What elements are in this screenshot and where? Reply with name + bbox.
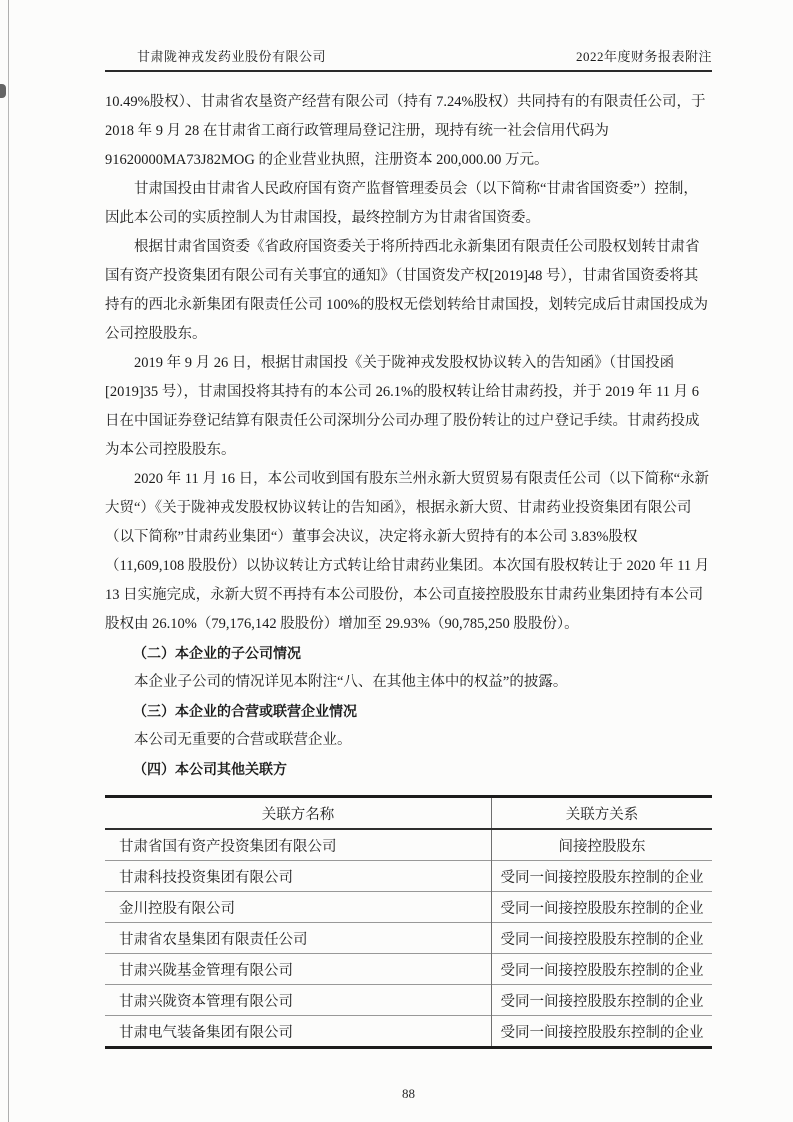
table-header-party-name: 关联方名称 [105, 797, 492, 830]
table-cell-party-name: 甘肃科技投资集团有限公司 [105, 861, 492, 892]
table-header-party-relation: 关联方关系 [492, 797, 713, 830]
table-cell-party-relation: 受同一间接控股股东控制的企业 [492, 892, 713, 923]
table-cell-party-relation: 受同一间接控股股东控制的企业 [492, 1016, 713, 1048]
scan-artifact-speck [0, 84, 6, 98]
table-cell-party-name: 甘肃省农垦集团有限责任公司 [105, 923, 492, 954]
page-content [105, 0, 712, 1102]
page-number: 88 [402, 1086, 415, 1101]
table-header-row [105, 797, 712, 830]
table-row [105, 923, 712, 954]
table-row [105, 861, 712, 892]
table-cell-party-name: 金川控股有限公司 [105, 892, 492, 923]
paragraph-equity-transfer-2019: 根据甘肃省国资委《省政府国资委关于将所持西北永新集团有限责任公司股权划转甘肃省国有资产投资集团有限公司有关事宜的通知》（甘国资发产权[2019]48 号），甘肃省国资委将其持有的西北永新集团有限责任公司 100%的股权无偿划转给甘肃国投，划转完成后甘肃国投成为公司控股股东。 [105, 239, 708, 342]
paragraph-joint-ventures-note: 本公司无重要的合营或联营企业。 [134, 732, 352, 748]
table-row [105, 985, 712, 1016]
table-cell-party-name: 甘肃兴陇基金管理有限公司 [105, 954, 492, 985]
table-row [105, 954, 712, 985]
related-parties-table [105, 795, 712, 1049]
table-cell-party-relation: 受同一间接控股股东控制的企业 [492, 985, 713, 1016]
page-header [105, 46, 712, 72]
header-doc-title: 2022年度财务报表附注 [575, 49, 712, 64]
table-cell-party-relation: 受同一间接控股股东控制的企业 [492, 923, 713, 954]
table-cell-party-name: 甘肃省国有资产投资集团有限公司 [105, 829, 492, 861]
table-cell-party-relation: 受同一间接控股股东控制的企业 [492, 954, 713, 985]
table-cell-party-name: 甘肃电气装备集团有限公司 [105, 1016, 492, 1048]
table-cell-party-relation: 受同一间接控股股东控制的企业 [492, 861, 713, 892]
paragraph-actual-controller: 甘肃国投由甘肃省人民政府国有资产监督管理委员会（以下简称“甘肃省国资委”）控制，因此本公司的实质控制人为甘肃国投，最终控制方为甘肃省国资委。 [105, 181, 698, 226]
section-heading-joint-ventures: （三）本企业的合营或联营企业情况 [133, 703, 357, 719]
table-row [105, 829, 712, 861]
paragraph-registration: 10.49%股权）、甘肃省农垦资产经营有限公司（持有 7.24%股权）共同持有的有限责任公司，于 2018 年 9 月 28 在甘肃省工商行政管理局登记注册，现持有统一社会信用代码为 91620000MA73J82MOG 的企业营业执照，注册资本 200,000.00 万元。 [105, 94, 706, 168]
section-heading-other-related-parties: （四）本公司其他关联方 [133, 761, 287, 777]
paragraph-share-transfer-registration: 2019 年 9 月 26 日，根据甘肃国投《关于陇神戎发股权协议转入的告知函》（甘国投函[2019]35 号），甘肃国投将其持有的本公司 26.1%的股权转让给甘肃药投，并于 2019 年 11 月 6 日在中国证券登记结算有限责任公司深圳分公司办理了股份转让的过户登记手续。甘肃药投成为本公司控股股东。 [105, 355, 700, 458]
header-company-name: 甘肃陇神戎发药业股份有限公司 [137, 49, 327, 64]
table-row [105, 892, 712, 923]
paragraph-share-transfer-2020: 2020 年 11 月 16 日，本公司收到国有股东兰州永新大贸贸易有限责任公司（以下简称“永新大贸“）《关于陇神戎发股权协议转让的告知函》，根据永新大贸、甘肃药业投资集团有限公司（以下简称”甘肃药业集团“）董事会决议，决定将永新大贸持有的本公司 3.83%股权（11,609,108 股股份）以协议转让方式转让给甘肃药业集团。本次国有股权转让于 2020 年 11 月 13 日实施完成，永新大贸不再持有本公司股份，本公司直接控股股东甘肃药业集团持有本公司股权由 26.10%（79,176,142 股股份）增加至 29.93%（90,785,250 股股份）。 [105, 471, 710, 632]
table-cell-party-name: 甘肃兴陇资本管理有限公司 [105, 985, 492, 1016]
scan-artifact-left-edge [8, 0, 9, 1122]
body-text [105, 88, 712, 784]
paragraph-subsidiaries-note: 本企业子公司的情况详见本附注“八、在其他主体中的权益”的披露。 [134, 674, 568, 690]
section-heading-subsidiaries: （二）本企业的子公司情况 [133, 645, 301, 661]
table-cell-party-relation: 间接控股股东 [492, 829, 713, 861]
table-row [105, 1016, 712, 1048]
